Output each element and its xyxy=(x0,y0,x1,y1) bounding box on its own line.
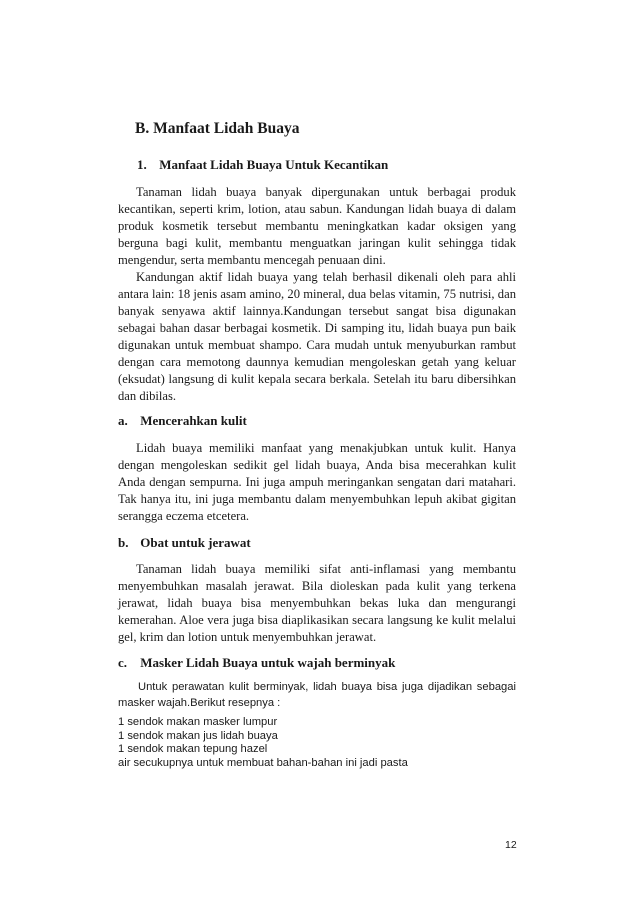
item-heading-b xyxy=(118,535,251,551)
paragraph-intro: Tanaman lidah buaya banyak dipergunakan untuk berbagai produk kecantikan, seperti krim, lotion, atau sabun. Kandungan lidah buaya di dalam produk kosmetik tersebut membantu meningkatkan kadar oksigen yang berguna bagi kulit, membantu menguatkan jaringan kulit sehingga tidak mengendur, serta membantu mencegah penuaan dini. xyxy=(118,185,516,267)
item-letter-b: b. xyxy=(118,535,129,550)
section-heading: B. Manfaat Lidah Buaya xyxy=(135,120,300,137)
item-heading-c xyxy=(118,655,395,671)
recipe-list xyxy=(118,716,518,770)
page-number: 12 xyxy=(505,839,517,851)
subsection-title: Manfaat Lidah Buaya Untuk Kecantikan xyxy=(159,157,389,172)
recipe-item: 1 sendok makan jus lidah buaya xyxy=(118,729,278,742)
item-title-b: Obat untuk jerawat xyxy=(140,535,251,550)
subsection-heading xyxy=(137,157,388,173)
paragraph-active-content: Kandungan aktif lidah buaya yang telah berhasil dikenali oleh para ahli antara lain: 18 jenis asam amino, 20 mineral, dua belas vitamin, 75 nutrisi, dan banyak senyawa aktif lainnya.Kandungan tersebut sangat bisa digunakan sebagai bahan dasar berbagai kosmetik. Di samping itu, lidah buaya pun baik digunakan untuk membuat shampo. Cara mudah untuk menyuburkan rambut dengan cara memotong daunnya kemudian mengoleskan getah yang keluar (eksudat) langsung di kulit kepala secara berkala. Setelah itu baru dibersihkan dan dibilas. xyxy=(118,270,516,403)
item-title-c: Masker Lidah Buaya untuk wajah berminyak xyxy=(140,655,396,670)
subsection-number: 1. xyxy=(137,157,147,172)
item-heading-a xyxy=(118,413,247,429)
recipe-item: air secukupnya untuk membuat bahan-bahan ini jadi pasta xyxy=(118,756,408,769)
item-body-a: Lidah buaya memiliki manfaat yang menakjubkan untuk kulit. Hanya dengan mengoleskan sedikit gel lidah buaya, Anda bisa mecerahkan kulit Anda dengan sempurna. Ini juga ampuh meringankan sengatan dari matahari. Tak hanya itu, ini juga membantu dalam menyembuhkan lepuh akibat gigitan serangga eczema etcetera. xyxy=(118,441,516,523)
item-letter-a: a. xyxy=(118,413,128,428)
item-title-a: Mencerahkan kulit xyxy=(140,413,247,428)
recipe-item: 1 sendok makan masker lumpur xyxy=(118,716,278,728)
item-body-b: Tanaman lidah buaya memiliki sifat anti-inflamasi yang membantu menyembuhkan masalah jerawat. Bila dioleskan pada kulit yang terkena jerawat, lidah buaya bisa menyembuhkan bekas luka dan mengurangi kemerahan. Aloe vera juga bisa diaplikasikan secara langsung ke kulit melalui gel, krim dan lotion untuk menyembuhkan jerawat. xyxy=(118,562,516,644)
recipe-item: 1 sendok makan tepung hazel xyxy=(118,743,268,755)
item-letter-c: c. xyxy=(118,655,128,670)
item-body-c: Untuk perawatan kulit berminyak, lidah buaya bisa juga dijadikan sebagai masker wajah.Berikut resepnya : xyxy=(118,681,516,709)
